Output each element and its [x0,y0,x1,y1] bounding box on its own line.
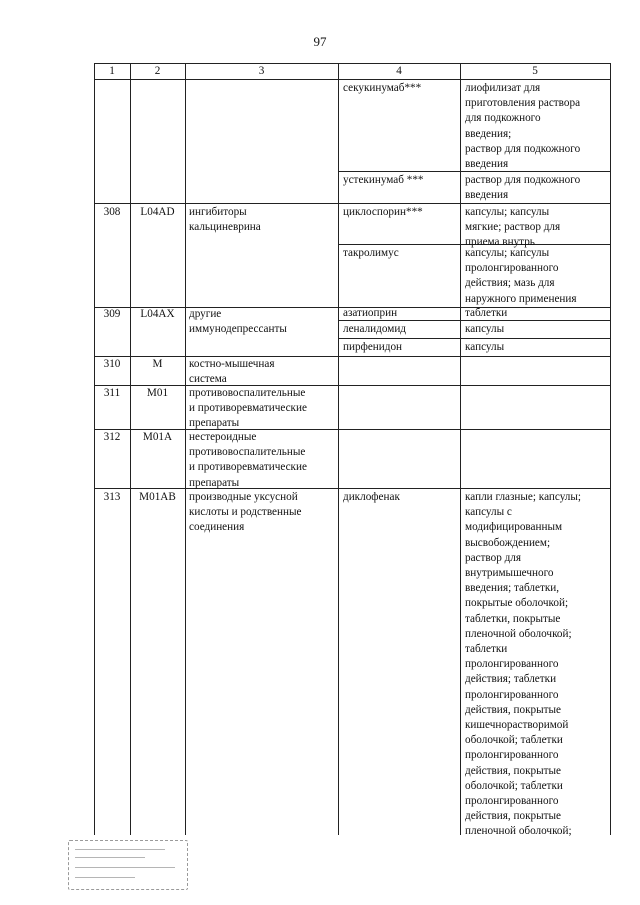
column-header-3: 3 [258,65,265,77]
drug-name: устекинумаб *** [343,174,424,186]
group-name: препараты [189,476,240,489]
dosage-form: пролонгированного [465,688,559,701]
group-name: кальциневрина [189,221,261,234]
dosage-form: пролонгированного [465,795,559,807]
dosage-form: оболочкой; таблетки [465,734,563,747]
dosage-form: пролонгированного [465,658,559,671]
dosage-form: внутримышечного [465,567,554,579]
group-name: ингибиторы [189,206,247,218]
dosage-form: введения [465,158,509,170]
column-rule-5 [610,63,611,835]
dosage-form: пролонгированного [465,749,559,762]
drug-name: секукинумаб*** [343,82,422,94]
dosage-form: капсулы [465,323,505,335]
dosage-form: для подкожного [465,112,541,125]
dosage-form: действия; мазь для [465,277,555,290]
dosage-form: капли глазные; капсулы; [465,491,581,503]
drug-name: такролимус [343,247,399,259]
dosage-form: введения; таблетки, [465,582,560,595]
sub-row-rule [338,338,611,339]
group-name: производные уксусной [189,491,298,503]
drug-name: азатиоприн [343,307,398,319]
atc-code: L04AD [140,206,175,218]
row-number: 308 [103,206,121,218]
dosage-form: оболочкой; таблетки [465,779,563,792]
dosage-form: мягкие; раствор для [465,221,561,234]
group-name: система [189,373,227,386]
atc-code: M01 [146,387,169,399]
group-name: нестероидные [189,431,257,443]
dosage-form: раствор для подкожного [465,142,581,155]
dosage-form: высвобождением; [465,536,551,549]
row-number: 309 [103,308,121,320]
dosage-form: пленочной оболочкой; [465,627,572,640]
dosage-form: введения; [465,127,512,140]
dosage-form: раствор для [465,551,522,564]
group-name: иммунодепрессанты [189,323,287,336]
dosage-form: пленочной оболочкой; [465,825,572,838]
dosage-form: кишечнорастворимой [465,719,569,731]
dosage-form: наружного применения [465,292,577,305]
group-name: и противоревматические [189,402,307,415]
dosage-form: действия, покрытые [465,764,562,777]
dosage-form: капсулы; капсулы [465,206,550,218]
column-rule-1 [130,63,131,835]
atc-code: M01A [142,431,173,443]
row-number: 312 [103,431,121,443]
atc-code: M [152,358,163,370]
scan-stamp-mark [68,840,188,890]
dosage-form: приготовления раствора [465,97,581,110]
column-header-1: 1 [109,65,115,77]
atc-code: M01AB [139,491,176,503]
row-number: 310 [103,358,121,370]
page-number: 97 [313,34,327,49]
group-name: кислоты и родственные [189,506,302,519]
dosage-form: пролонгированного [465,262,559,275]
group-name: противовоспалительные [189,446,306,459]
column-rule-3 [338,63,339,835]
drug-name: пирфенидон [343,341,403,353]
group-name: противовоспалительные [189,387,306,399]
drug-name: циклоспорин*** [343,206,423,218]
column-rule-2 [185,63,186,835]
dosage-form: таблетки [465,307,508,319]
dosage-form: раствор для подкожного [465,174,581,186]
atc-code: L04AX [140,308,175,320]
dosage-form: таблетки, покрытые [465,612,561,625]
column-rule-4 [460,63,461,835]
group-name: соединения [189,521,245,534]
dosage-form: приема внутрь [465,236,535,249]
dosage-form: действия, покрытые [465,703,562,716]
dosage-form: капсулы [465,341,505,353]
group-name: другие [189,308,222,320]
dosage-form: капсулы; капсулы [465,247,550,259]
drug-name: диклофенак [343,491,400,503]
dosage-form: лиофилизат для [465,82,541,94]
group-name: костно-мышечная [189,358,275,370]
row-number: 311 [103,387,121,399]
dosage-form: модифицированным [465,521,563,534]
row-rule [94,488,611,489]
group-name: препараты [189,417,240,430]
row-rule [94,203,611,204]
column-header-4: 4 [396,65,402,77]
dosage-form: покрытые оболочкой; [465,597,569,610]
drug-name: леналидомид [343,323,407,335]
dosage-form: действия, покрытые [465,810,562,823]
column-header-2: 2 [154,65,161,77]
dosage-form: введения [465,189,509,202]
column-header-5: 5 [532,65,538,77]
dosage-form: капсулы с [465,506,512,519]
dosage-form: действия; таблетки [465,673,557,686]
row-number: 313 [103,491,121,503]
column-rule-0 [94,63,95,835]
group-name: и противоревматические [189,461,307,474]
dosage-form: таблетки [465,643,508,655]
